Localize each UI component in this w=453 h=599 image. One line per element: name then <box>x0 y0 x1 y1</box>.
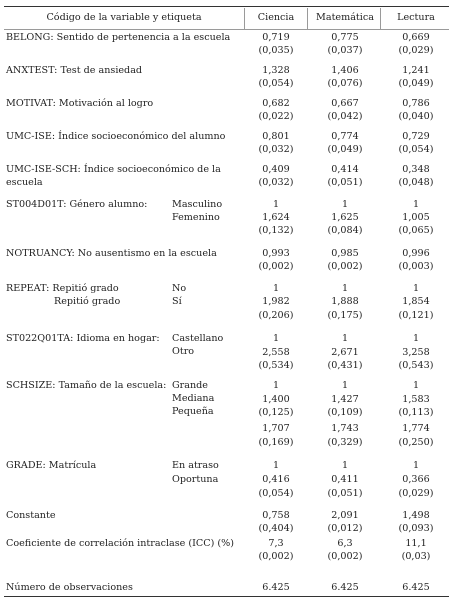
cell-value: 1,005 <box>402 212 430 223</box>
cell-se: (0,029) <box>398 488 434 499</box>
cell-value: 0,409 <box>262 164 290 175</box>
cell-se: (0,543) <box>398 360 434 371</box>
cell-value: 1,400 <box>262 394 290 405</box>
cell-se: (0,040) <box>398 111 434 122</box>
cell-value: 1 <box>341 333 349 344</box>
category-label: Femenino <box>172 212 220 223</box>
row-label-umc-ise-sch-cont: escuela <box>6 177 43 188</box>
cell-value: 1,498 <box>402 510 430 521</box>
cell-value: 0,996 <box>402 248 430 259</box>
cell-value: 0,348 <box>402 164 430 175</box>
cell-se: (0,054) <box>258 78 294 89</box>
cell-se: (0,084) <box>327 225 363 236</box>
row-label-motivat: MOTIVAT: Motivación al logro <box>6 98 154 109</box>
cell-value: 6.425 <box>262 582 290 593</box>
cell-value: 1,583 <box>402 394 430 405</box>
cell-se: (0,035) <box>258 45 294 56</box>
cell-value: 1 <box>412 283 420 294</box>
cell-se: (0,329) <box>327 437 363 448</box>
cell-value: 0,719 <box>262 32 290 43</box>
column-header-lectura: Lectura <box>397 12 435 23</box>
cell-value: 7,3 <box>268 538 284 549</box>
cell-value: 2,091 <box>331 510 359 521</box>
cell-value: 6.425 <box>402 582 430 593</box>
cell-se: (0,169) <box>258 437 294 448</box>
cell-se: (0,113) <box>398 407 434 418</box>
cell-value: 0,366 <box>402 474 430 485</box>
cell-value: 0,411 <box>331 474 359 485</box>
cell-value: 1 <box>272 199 280 210</box>
cell-value: 6.425 <box>331 582 359 593</box>
category-label: Masculino <box>172 199 223 210</box>
row-label-repeat: REPEAT: Repitió grado <box>6 283 119 294</box>
column-header-variable: Código de la variable y etiqueta <box>46 12 202 23</box>
cell-value: 1,888 <box>331 296 359 307</box>
cell-se: (0,051) <box>327 488 363 499</box>
cell-se: (0,032) <box>258 177 294 188</box>
cell-se: (0,002) <box>258 261 294 272</box>
cell-value: 0,774 <box>331 131 359 142</box>
row-label-nobs: Número de observaciones <box>6 582 133 593</box>
cell-value: 1,707 <box>262 423 290 434</box>
cell-se: (0,121) <box>398 310 434 321</box>
cell-value: 0,669 <box>402 32 430 43</box>
cell-se: (0,049) <box>398 78 434 89</box>
cell-se: (0,175) <box>327 310 363 321</box>
cell-value: 0,786 <box>402 98 430 109</box>
cell-value: 1,854 <box>402 296 430 307</box>
cell-se: (0,054) <box>398 144 434 155</box>
cell-value: 1,774 <box>402 423 430 434</box>
row-label-repeat-sub: Repitió grado <box>54 296 121 307</box>
cell-value: 0,985 <box>331 248 359 259</box>
cell-value: 1,743 <box>331 423 359 434</box>
cell-se: (0,002) <box>258 551 294 562</box>
cell-se: (0,03) <box>401 551 431 562</box>
cell-value: 0,729 <box>402 131 430 142</box>
row-label-anxtest: ANXTEST: Test de ansiedad <box>6 65 143 76</box>
header-divider <box>380 8 381 29</box>
cell-se: (0,003) <box>398 261 434 272</box>
row-label-notruancy: NOTRUANCY: No ausentismo en la escuela <box>6 248 217 259</box>
row-label-schsize: SCHSIZE: Tamaño de la escuela: <box>6 380 167 391</box>
cell-value: 6,3 <box>337 538 353 549</box>
cell-value: 1 <box>412 199 420 210</box>
cell-value: 0,682 <box>262 98 290 109</box>
cell-value: 2,558 <box>262 347 290 358</box>
cell-se: (0,012) <box>327 523 363 534</box>
cell-value: 1 <box>412 380 420 391</box>
row-label-umc-ise-sch: UMC-ISE-SCH: Índice socioeconómico de la <box>6 164 221 175</box>
cell-se: (0,022) <box>258 111 294 122</box>
cell-se: (0,109) <box>327 407 363 418</box>
header-divider <box>244 8 245 29</box>
cell-value: 0,416 <box>262 474 290 485</box>
category-label: Sí <box>172 296 182 307</box>
cell-se: (0,065) <box>398 225 434 236</box>
cell-se: (0,054) <box>258 488 294 499</box>
cell-value: 1,427 <box>331 394 359 405</box>
cell-se: (0,002) <box>327 261 363 272</box>
row-label-st022q01ta: ST022Q01TA: Idioma en hogar: <box>6 333 160 344</box>
cell-value: 1,624 <box>262 212 290 223</box>
cell-se: (0,206) <box>258 310 294 321</box>
cell-value: 1,241 <box>402 65 430 76</box>
cell-se: (0,093) <box>398 523 434 534</box>
column-header-matematica: Matemática <box>316 12 374 23</box>
cell-se: (0,029) <box>398 45 434 56</box>
cell-value: 1 <box>412 333 420 344</box>
cell-value: 0,993 <box>262 248 290 259</box>
cell-se: (0,051) <box>327 177 363 188</box>
cell-value: 1 <box>272 460 280 471</box>
cell-value: 1 <box>341 460 349 471</box>
category-label: Castellano <box>172 333 224 344</box>
row-label-st004d01t: ST004D01T: Género alumno: <box>6 199 148 210</box>
category-label: Oportuna <box>172 474 219 485</box>
cell-value: 0,414 <box>331 164 359 175</box>
cell-value: 1,328 <box>262 65 290 76</box>
cell-se: (0,125) <box>258 407 294 418</box>
cell-value: 1 <box>272 333 280 344</box>
cell-se: (0,002) <box>327 551 363 562</box>
cell-se: (0,037) <box>327 45 363 56</box>
cell-se: (0,404) <box>258 523 294 534</box>
cell-value: 0,775 <box>331 32 359 43</box>
bottom-rule <box>4 596 449 597</box>
category-label: No <box>172 283 187 294</box>
top-rule <box>4 6 449 7</box>
category-label: Otro <box>172 346 195 357</box>
column-header-ciencia: Ciencia <box>257 12 295 23</box>
cell-value: 0,758 <box>262 510 290 521</box>
cell-value: 1 <box>341 380 349 391</box>
cell-se: (0,049) <box>327 144 363 155</box>
cell-value: 1,982 <box>262 296 290 307</box>
cell-se: (0,076) <box>327 78 363 89</box>
category-label: En atraso <box>172 460 219 471</box>
row-label-grade: GRADE: Matrícula <box>6 460 97 471</box>
cell-value: 0,801 <box>262 131 290 142</box>
row-label-constante: Constante <box>6 510 56 521</box>
cell-value: 3,258 <box>402 347 430 358</box>
cell-value: 1 <box>272 283 280 294</box>
category-label: Grande <box>172 380 208 391</box>
cell-se: (0,534) <box>258 360 294 371</box>
cell-value: 1 <box>272 380 280 391</box>
cell-value: 1,625 <box>331 212 359 223</box>
cell-se: (0,250) <box>398 437 434 448</box>
cell-se: (0,431) <box>327 360 363 371</box>
cell-se: (0,042) <box>327 111 363 122</box>
row-label-belong: BELONG: Sentido de pertenencia a la escuela <box>6 32 231 43</box>
category-label: Mediana <box>172 393 215 404</box>
category-label: Pequeña <box>172 406 214 417</box>
cell-se: (0,048) <box>398 177 434 188</box>
cell-se: (0,032) <box>258 144 294 155</box>
cell-value: 2,671 <box>331 347 359 358</box>
cell-value: 1,406 <box>331 65 359 76</box>
header-rule <box>4 29 449 30</box>
cell-se: (0,132) <box>258 225 294 236</box>
cell-value: 11,1 <box>405 538 427 549</box>
row-label-icc: Coeficiente de correlación intraclase (ICC) (%) <box>6 538 235 549</box>
cell-value: 1 <box>341 283 349 294</box>
cell-value: 0,667 <box>331 98 359 109</box>
row-label-umc-ise: UMC-ISE: Índice socioeconómico del alumno <box>6 131 226 142</box>
cell-value: 1 <box>341 199 349 210</box>
cell-value: 1 <box>412 460 420 471</box>
header-divider <box>307 8 308 29</box>
